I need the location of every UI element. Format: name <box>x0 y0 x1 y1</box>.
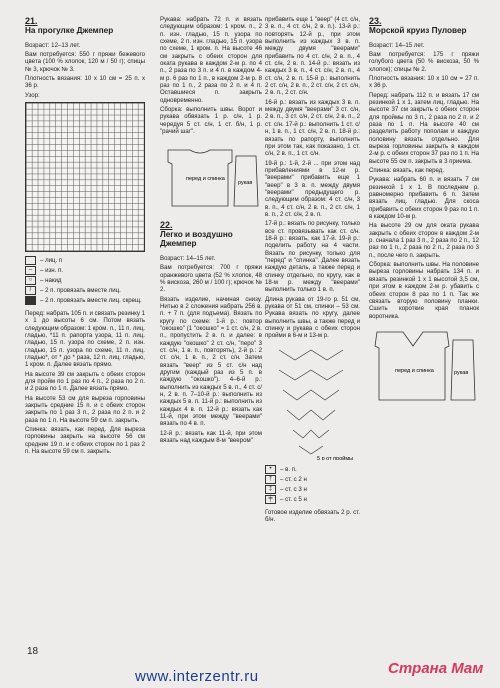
assembly-instructions: Сборка: выполнить швы. На половине выреза горловины набрать 134 п. и вязать резинкой 1 х 1 высотой 3,5 см, при этом в каждом 2-м р. убавить с обеих сторон 8 раз по 1 п. Так же связать вторую половину планки. Сшить короткие края планок воротника. <box>369 261 479 320</box>
column-4 <box>369 16 479 408</box>
legend-item: ╪ – ст. с 5 н <box>265 495 360 504</box>
front-back-label: перед и спинка <box>186 175 225 182</box>
final-text: Готовое изделие обвязать 2 р. ст. б/н. <box>265 509 360 524</box>
neck-instructions: На высоте 53 см для выреза горловины закрыть средние 15 п. и с обеих сторон закрыть по 1 раз 3 п., 2 раза по 2 п. и 2 раза по 1 п. На высоте 59 см п. закрыть. <box>25 394 145 424</box>
crochet-legend <box>265 465 360 504</box>
pattern-label: Узор: <box>25 91 40 99</box>
length-text: Длина рукава от 19-го р. 51 см, рукава от 51 см, спинки – 53 см. Рукава вязать по кругу, далее выполнить швы, а также перед и спинку и рукава с обеих сторон пройми в 6-м и 13-м р. <box>265 295 360 340</box>
page-number: 18 <box>27 646 39 657</box>
knitting-chart <box>25 102 145 252</box>
pattern-title: На прогулке Джемпер <box>25 26 114 35</box>
front-instructions: Перед: набрать 105 п. и связать резинку 1 х 1 до высоты 6 см. Потом вязать следующим образом: 1 кром. п., 11 п. лиц. гладью, *11 п. рапорта узора, 11 п. лиц. гладью, 15 п. узора по схеме, 2 п. изн. гладью, 15 п. узора по схеме, 11 п. лиц. гладью*, от * до * раза, 12 п. лиц. гладью, 1 кром. п. Далее вязать прямо. <box>25 309 145 369</box>
garment-schematic <box>160 142 262 214</box>
legend-item: ○ – накид <box>25 276 145 285</box>
purl-symbol-icon: – <box>25 266 36 275</box>
density: Плотность вязания: 10 х 10 см = 25 п. х 36 р. <box>25 74 145 90</box>
pattern-number: 21. <box>25 16 38 26</box>
chart-caption: 5 р от проймы <box>317 455 354 460</box>
yarn-over-symbol-icon: ○ <box>25 276 36 285</box>
armhole-instructions: На высоте 39 см закрыть с обеих сторон для пройм по 1 раз по 4 п., 2 раза по 2 п. и 2 раза по 1 п. Далее вязать прямо. <box>25 370 145 393</box>
rows-text-3: 19-й р.: 1-й, 2-й ... при этом над прибавлениями в 12-м р. "веерами" прибавить еще 1 "веер" в 3 в. п. между двумя "веерами" предыдущего р. следующим образом: 4 ст. с/н, 3 в. п., 4 ст. с/н, 2 в. п., 2 ст. с/н, 1 в. п., 2 ст. с/н, 2 в. п. <box>265 159 360 218</box>
instructions: Вязать изделие, начиная снизу. Нитью в 2 сложения набрать 256 в. п. + 7 п. (для подъема). Вязать по кругу по схеме: 1-й р.: повтор "окошко" (1 "окошко" = 1 ст. с/н, 2 в. п., пропустить 2 в. п. и далее: в каждую "окошко" 2 ст. с/н, "перо" 3 ст. с/н, 1 в. п., повторять), 2-й р.: 2 ст. с/н, 1 в. п., 2 ст. с/н. Затем вязать "веер" из 5 ст. с/н над другим (каждый раз из 5 п. в каждую "окошко"). 4–6-й р.: выполнить из каждых 5 в. п., 4 ст. с/н, 2 в. п. 7–10-й р.: выполнить из каждых 5 в. п. 11-й р.: выполнить из каждых 4 в. п. 12-й р.: вязать как 11-й, при этом между "веерами" вязать по 4 в. п. <box>160 295 262 428</box>
formula: 12-й р.: вязать как 11-й, при этом вязать над каждым 8-м "веером" <box>160 429 262 445</box>
back-instructions: Спинка: вязать, как перед. Для выреза горловины закрыть на высоте 56 см средние 19 п. и с обеих сторон по 1 раз 2 п. На высоте 59 см п. закрыть. <box>25 426 145 456</box>
sleeve-label: рукав <box>238 179 253 186</box>
materials: Вам потребуется: 550 г пряжи бежевого цвета (100 % хлопок, 120 м / 50 г); спицы № 3, крючок № 3. <box>25 50 145 73</box>
legend-item: † – ст. с 2 н <box>265 475 360 484</box>
front-instructions: Перед: набрать 112 п. и вязать 17 см резинкой 1 х 1, затем лиц. гладью. На высоте 37 см закрыть с обеих сторон для проймы по 3 п., 2 раза по 2 п. и 2 раза по 1 п. На высоте 40 см разделить работу пополам и каждую половину вязать отдельно. Для выреза горловины закрыть в каждом 2-м р. с обеих сторон 37 раз по 1 п. На высоте 55 см п. закрыть в 3 приема. <box>369 91 479 165</box>
k2tog-symbol-icon: / <box>25 286 36 295</box>
footer-url: www.interzentr.ru <box>135 668 259 685</box>
density: Плотность вязания: 10 х 10 см = 27 п. х 36 р. <box>369 74 479 90</box>
rows-text-1: прибавить еще 1 "веер" (4 ст. с/н, 3 в. п., 4 ст. с/н, 2 в. п.). 13-й р.: повторять 12-й р., при этом выполнить из каждых 3 в. п. между двумя "веерами" прибавить по 4 ст. с/н, 2 в. п., 4 ст. с/н, 2 в. п. 14-й р.: вязать из каждых 3 в. п., 4 ст. с/н, 2 в. п., 4 ст. с/н, 2 в. п. 15-й р.: выполнить 2 ст. с/н, 2 в. п., 2 ст. с/н, 2 ст. с/н, 2 в. п., 2 ст. с/н. <box>265 16 360 97</box>
sleeve-label: рукав <box>454 369 469 376</box>
k2tog-crossed-symbol-icon <box>25 296 36 305</box>
pattern-title: Легко и воздушно Джемпер <box>160 229 233 249</box>
materials: Вам потребуется: 700 г пряжи оранжевого цвета (52 % хлопок, 48 % вискоза, 260 м / 100 г); крючок № 2. <box>160 264 262 294</box>
chart-legend <box>25 256 145 305</box>
legend-item: – лиц. п <box>25 256 145 265</box>
treble-crochet-icon: ‡ <box>265 485 276 494</box>
column-3 <box>265 16 360 526</box>
age: Возраст: 12–13 лет. <box>25 41 81 49</box>
front-back-label: перед и спинка <box>395 367 434 374</box>
legend-item: / – 2 п. провязать вместе лиц. <box>25 286 145 295</box>
back-instructions: Спинка: вязать, как перед. <box>369 167 445 174</box>
sleeve-instructions: Рукава: набрать 60 п. и вязать 7 см резинкой 1 х 1. В последнем р. равномерно прибавить 6 п. Затем вязать лиц. гладью. Для скоса прибавить с обеих сторон 9 раз по 1 п. в каждом 10-м р. <box>369 176 479 221</box>
legend-item: – – изн. п. <box>25 266 145 275</box>
pattern-number: 23. <box>369 16 382 26</box>
legend-item: ‡ – ст. с 3 н <box>265 485 360 494</box>
chain-stitch-icon: • <box>265 465 276 474</box>
sleeve-instructions: Рукава: набрать 72 п. и вязать следующим образом: 1 кром. п., 2 п. изн. гладью, 15 п. узора по схеме, 2 п. изн. гладью, 15 п. узора по схеме, 1 кром. п. На высоте 46 см закрыть с обеих сторон для оката рукава в каждом 2-м р. по 4 п., 2 раза по 3 п. и 4 п. в каждом 4-м р. 6 раз по 1 п., в каждом 2-м р. 8 раз по 1 п., 2 раза по 2 п. и 4 п. Оставшиеся п. закрыть одновременно. <box>160 16 262 104</box>
materials: Вам потребуется: 175 г пряжи голубого цвета (50 % вискоза, 50 % хлопок); спицы № 2. <box>369 50 479 73</box>
legend-item: – 2 п. провязать вместе лиц. скрещ. <box>25 296 145 305</box>
column-2 <box>160 16 262 446</box>
crochet-chart <box>265 342 360 460</box>
garment-schematic <box>369 322 479 406</box>
pattern-title: Морской круиз Пуловер <box>369 26 467 35</box>
double-crochet-icon: † <box>265 475 276 484</box>
rows-text-4: 17-й р.: вязать по рисунку, только все ст. провязывать как ст. с/н. 18-й р.: вязать, как 17-й. 19-й р.: поделить работу на 4 части. Вязать по рисунку, только для "перед" и "спинка". Далее вязать каждую деталь, а также перед и спинку отдельно, по кругу, как в 18-м р. между "веерами" выполнить только 1 в. п. <box>265 220 360 294</box>
age: Возраст: 14–15 лет. <box>160 254 216 262</box>
assembly-instructions: Сборка: выполнить швы. Ворот и рукава обвязать 1 р. с/н, 1 р. чередуя 5 ст. с/н, 1 ст. б/н, 1 р. "рачий шаг". <box>160 106 262 136</box>
rows-text-2: 16-й р.: вязать из каждых 3 в. п. между двумя "веерами" 3 ст. с/н, 2 в. п., 3 ст. с/н, 2 ст. с/н, 2 в. п., 2 ст. с/н. 17-й р.: выполнить 1 ст. с/н, 1 в. п., 1 ст. с/н, 2 в. п. 18-й р.: вязать по рапорту, выполнить при этом так, как показано, 1 ст. с/н, 2 в. п., 1 ст. с/н. <box>265 98 360 158</box>
legend-item: • – в. п. <box>265 465 360 474</box>
column-1 <box>25 16 145 457</box>
pattern-number: 22. <box>160 219 173 230</box>
knit-symbol-icon <box>25 256 36 265</box>
age: Возраст: 14–15 лет. <box>369 41 425 49</box>
cap-instructions: На высоте 29 см для оката рукава закрыть с обеих сторон в каждом 2-м р. сначала 1 раз 3 п., 2 раза по 2 п., 12 раз по 1 п., 2 раза по 2 п., 2 раза по 3 п., после чего п. закрыть. <box>369 222 479 259</box>
watermark: Страна Мам <box>388 660 484 677</box>
quintuple-crochet-icon: ╪ <box>265 495 276 504</box>
